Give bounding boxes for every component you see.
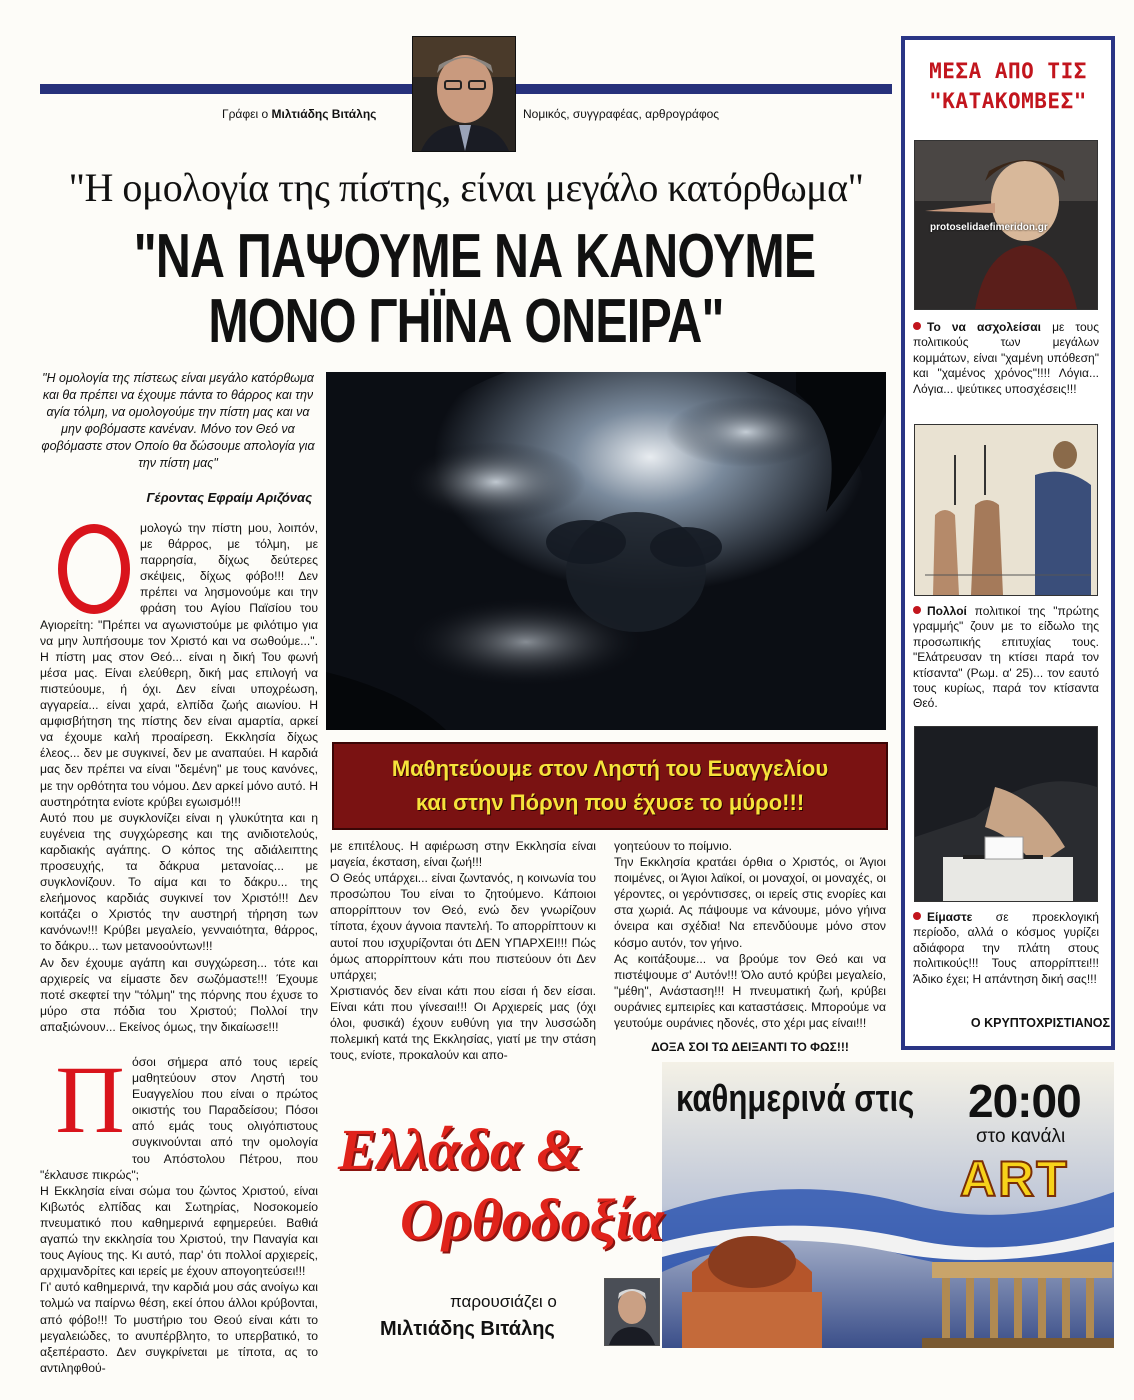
advert-channel-label: στο κανάλι xyxy=(976,1126,1066,1147)
article-paragraph: Ας κοιτάξουμε... να βρούμε τον Θεό και να πιστέψουμε σ' Αυτόν!!! Όλο αυτό κρύβει μεγαλείο, "μέθη", Ανάσταση!!! Η πνευματική ζωή, κρύβει ουράνιες εμπειρίες και καταστάσεις. Μπορούμε να γευτούμε ουράνιες ηδονές, στο χέρι μας είναι!!! xyxy=(614,951,886,1031)
advert-presenter: Μιλτιάδης Βιτάλης xyxy=(380,1318,555,1340)
sidebar-signature: Ο ΚΡΥΠΤΟΧΡΙΣΤΙΑΝΟΣ xyxy=(970,1016,1110,1030)
banner-line-1: Μαθητεύουμε στον Ληστή του Ευαγγελίου xyxy=(391,756,829,781)
headline-line-2: ΜΟΝΟ ΓΗΪΝΑ ΟΝΕΙΡΑ" xyxy=(208,287,724,356)
watermark: protoselidaefimeridon.gr xyxy=(930,222,1048,233)
dropcap-o xyxy=(58,524,130,614)
advert-schedule: καθημερινά στις xyxy=(676,1078,915,1120)
article-column-1 xyxy=(40,520,318,1035)
article-column-1-lower xyxy=(40,1046,318,1376)
sidebar-item-1: Το να ασχολείσαι με τους πολιτικούς των μεγάλων κομμάτων, είναι "χαμένη υπόθεση" και "χαμένος χρόνος"!!!! Λόγια... Λόγια... ψεύτικες υποσχέσεις!!! xyxy=(913,320,1099,396)
pull-quote-banner xyxy=(332,742,888,830)
sidebar-title-line-2: "ΚΑΤΑΚΟΜΒΕΣ" xyxy=(929,89,1087,113)
epigraph-attribution: Γέροντας Εφραίμ Αριζόνας xyxy=(146,490,312,505)
presenter-photo xyxy=(604,1278,660,1346)
article-paragraph: Αν δεν έχουμε αγάπη και συγχώρεση... τότε και αρχιερείς να είμαστε δεν σωζόμαστε!!! Έχουμε ποτέ σκεφτεί την "τόλμη" της πόρνης που έχυσε το μύρο στα πόδια του Χριστού; Πολλοί την απαξιώνουν... Εκείνος όμως, την δικαίωσε!!! xyxy=(40,955,318,1034)
byline-author: Γράφει ο Μιλτιάδης Βιτάλης xyxy=(222,107,377,121)
advert-title-line-1: Ελλάδα & xyxy=(338,1117,582,1182)
article-column-3 xyxy=(614,838,886,1031)
sidebar-item-3: Είμαστε σε προεκλογική περίοδο, αλλά ο κόσμος γυρίζει αδιάφορα την πλάτη στους πολιτικούς!!! Τους απορρίπτει!!! Άδικο έχει; Η απάντηση δική σας!!! xyxy=(913,910,1099,986)
kicker-title: "Η ομολογία της πίστης, είναι μεγάλο κατόρθωμα" xyxy=(68,165,864,210)
headline-line-1: "ΝΑ ΠΑΨΟΥΜΕ ΝΑ ΚΑΝΟΥΜΕ xyxy=(133,222,816,291)
sidebar-title-line-1: ΜΕΣΑ ΑΠΟ ΤΙΣ xyxy=(929,59,1087,83)
article-paragraph: Ο Θεός υπάρχει... είναι ζωντανός, η κοινωνία του προσώπου Του είναι το ζητούμενο. Κάποιοι απορρίπτουν τον Θεό, ενώ δεν γνωρίζουν τίποτα, έχουν άγνοια παντελή. Το απορρίπτουν κι αυτοί που ισχυρίζονται ότι ΔΕΝ ΥΠΑΡΧΕΙ!!! Πώς όμως απορρίπτουν κάτι που πιστεύουν ότι Δεν υπάρχει; xyxy=(330,871,596,982)
article-paragraph: Αυτό που με συγκλονίζει είναι η γλυκύτητα και η ευγένεια της συγχώρεσης και της ανιδιοτελούς, καρδιακής αγάπης. Ο κόπος της αδιάλειπτης προσευχής, τα δάκρυα μετανοίας... με συγκλονίζουν. Το αίμα και το δάκρυ... της ελεήμονος καρδιάς συγκινεί τον Χριστό!!! Δεν κοιτάζει ο Χριστός την αυστηρή τήρηση των κανόνων!!! Κρύβει μεγαλείο, γενναιότητα, θάρρος, το δάκρυ... των μετανοούντων!!! xyxy=(40,810,318,954)
article-paragraph: γοητεύουν το ποίμνιο. xyxy=(614,839,733,853)
article-paragraph: μολογώ την πίστη μου, λοιπόν, με θάρρος, με τόλμη, με παρρησία, δίχως δεύτερες σκέψεις, δίχως φόβο!!! Δεν πρέπει να λησμονούμε και την φράση του Αγίου Παϊσίου του Αγιορείτη: "Πρέπει να αγωνιστούμε με φιλότιμο για να μην λυπήσουμε τον Χριστό και να σωθούμε...". Η πίστη μας στον Θεό... είναι η δική Του φωνή μέσα μας. Είναι ελεύθερη, δική μας επιλογή να πιστεύουμε, ή όχι. Δεν είναι υποχρέωση, αγγαρεία... είναι χαρά, ελπίδα ζωής αιωνίου. Η αμφισβήτηση της πίστης δεν είναι αμαρτία, αρκεί να έχουμε καλή προαίρεση. Εκκλησία δίχως έλεος... δεν με συγκινεί, δεν με αναπαύει. Η καρδιά μας δεν πρέπει να είναι "δεμένη" με τους κανόνες, με την ορθότητα του νόμου. Δεν αρκεί μόνο αυτό. Η αυστηρότητα ενίοτε κρύβει εγωισμό!!! xyxy=(40,521,318,809)
advert-channel-logo: ART xyxy=(960,1151,1069,1207)
bullet-icon xyxy=(913,322,921,330)
article-paragraph: με επιτέλους. Η αφιέρωση στην Εκκλησία είναι μαγεία, έκσταση, είναι ζωή!!! xyxy=(330,839,596,870)
byline-credentials: Νομικός, συγγραφέας, αρθρογράφος xyxy=(523,107,720,121)
advert-time: 20:00 xyxy=(968,1075,1081,1127)
advert-title-line-2: Ορθοδοξία xyxy=(400,1187,664,1252)
bullet-icon xyxy=(913,606,921,614)
article-paragraph: όσοι σήμερα από τους ιερείς μαθητεύουν στον Ληστή του Ευαγγελίου που είναι ο πρώτος οικιστής του Παραδείσου; Πόσοι από εμάς τους ολιγόπιστους συγκινούνται από την ομολογία του Απόστολου Πέτρου, που "έκλαυσε πικρώς"; xyxy=(40,1055,318,1182)
advert-presents: παρουσιάζει ο xyxy=(450,1292,557,1311)
epigraph-quote: "Η ομολογία της πίστεως είναι μεγάλο κατόρθωμα και θα πρέπει να έχουμε πάντα το θάρρος και την αγία τόλμη, να ομολογούμε την πίστη μας και να μην φοβόμαστε κανέναν. Μόνο τον Θεό να φοβόμαστε στον Οποίο θα δώσουμε απολογία για την πίστη μας" xyxy=(41,371,315,470)
article-paragraph: Η Εκκλησία είναι σώμα του ζώντος Χριστού, είναι Κιβωτός ελπίδας και Σωτηρίας, Νοσοκομείο πνευματικό που καθημερινά εφημερεύει. Βαθιά αγαπώ την εκκλησία του Χριστού, την Παναγία και τους Αγίους της. Κι αυτό, παρ' ότι πολλοί αρχιερείς, αρχιμανδρίτες και ιερείς με έχουν απογοητεύσει!!! xyxy=(40,1183,318,1279)
sidebar-title xyxy=(906,56,1110,116)
dropcap-p: Π xyxy=(55,1046,125,1153)
sidebar-item-2: Πολλοί πολιτικοί της "πρώτης γραμμής" ζουν με το είδωλο της προσωπικής επιτυχίας τους. "Ελάτρευσαν τη κτίσει παρά τον κτίσαντα" (Ρωμ. α' 25)... τον εαυτό τους κυρίως, παρά τον κτίσαντα Θεό. xyxy=(913,604,1099,711)
chained-figures-illustration xyxy=(914,424,1098,596)
bullet-icon xyxy=(913,912,921,920)
article-signoff: ΔΟΞΑ ΣΟΙ ΤΩ ΔΕΙΞΑΝΤΙ ΤΟ ΦΩΣ!!! xyxy=(651,1040,849,1054)
ballot-box-illustration xyxy=(914,726,1098,902)
author-portrait xyxy=(412,36,516,152)
article-column-2 xyxy=(330,838,596,1063)
article-paragraph: Γι' αυτό καθημερινά, την καρδιά μου σάς ανοίγω και τολμώ να παίρνω θέση, εκεί όπου άλλοι κρύβονται, από φόβο!!! Το μυστήριο του Θεού είναι κάτι το μεγαλειώδες, το ανυπέρβλητο, το υπερβατικό, το αξεπέραστο. Δεν συγκρίνεται με τίποτα, ας το αντιληφθού- xyxy=(40,1280,318,1375)
banner-line-2: και στην Πόρνη που έχυσε το μύρο!!! xyxy=(415,790,805,815)
article-paragraph: Χριστιανός δεν είναι κάτι που είσαι ή δεν είσαι. Είναι κάτι που γίνεσαι!!! Οι Αρχιερείς μας (όχι όλοι, φυσικά) έχουν ευθύνη για την λυσσώδη πολεμική κατά της Εκκλησίας, γιατί με την στάση τους, ενίοτε, προκαλούν και απο- xyxy=(330,983,596,1063)
clouds-photo xyxy=(326,372,886,730)
article-paragraph: Την Εκκλησία κρατάει όρθια ο Χριστός, οι Άγιοι ποιμένες, οι Άγιοι λαϊκοί, οι μοναχοί, οι μοναχές, οι γέροντες, οι γερόντισσες, οι ιερείς στις ενορίες και στα χωριά. Ας πάψουμε να κάνουμε, μόνο γήινα όνειρα και σχέδια! Να επενδύουμε μόνο στον κόσμο αυτόν, τον γήινο. xyxy=(614,855,886,950)
